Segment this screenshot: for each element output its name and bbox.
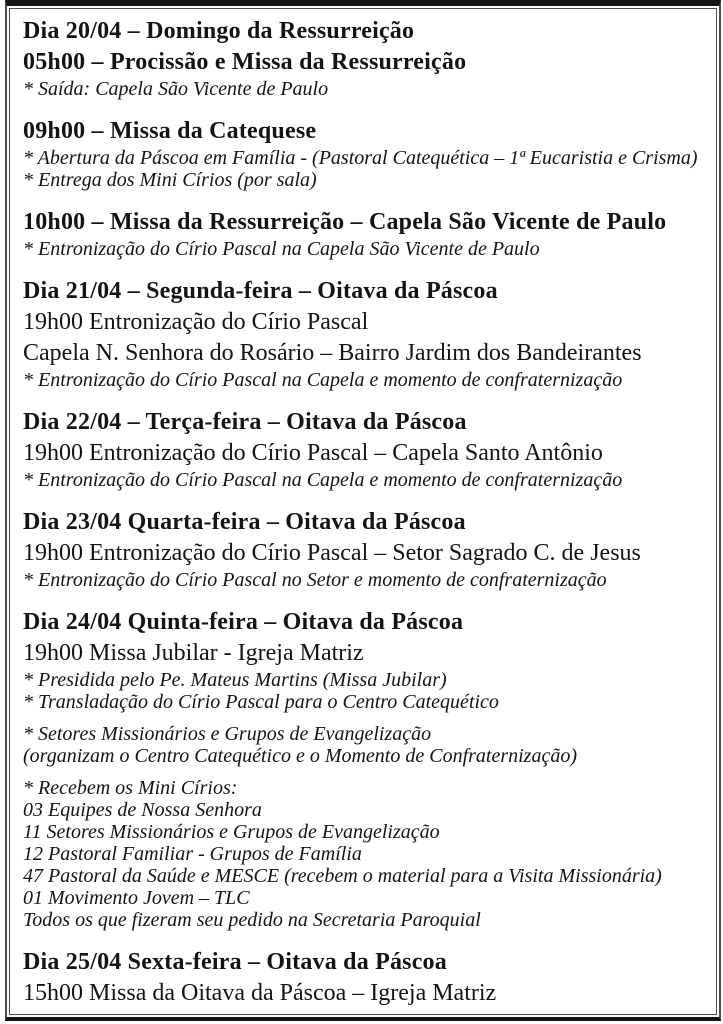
schedule-line: 19h00 Missa Jubilar - Igreja Matriz xyxy=(23,640,364,666)
schedule-line: 09h00 – Missa da Catequese xyxy=(23,118,317,144)
schedule-line: 05h00 – Procissão e Missa da Ressurreição xyxy=(23,49,467,75)
section-dia-25-04-sexta xyxy=(23,947,706,1009)
document-frame-outer xyxy=(5,0,721,1021)
schedule-line: 15h00 Missa da Oitava da Páscoa – Igreja Matriz xyxy=(23,980,497,1006)
schedule-line: Dia 24/04 Quinta-feira – Oitava da Páscoa xyxy=(23,609,464,635)
schedule-line: * Presidida pelo Pe. Mateus Martins (Missa Jubilar) xyxy=(23,669,447,691)
schedule-line: * Saída: Capela São Vicente de Paulo xyxy=(23,78,329,100)
section-dia-23-04-quarta xyxy=(23,507,706,591)
schedule-line: 19h00 Entronização do Círio Pascal – Capela Santo Antônio xyxy=(23,440,603,466)
section-missa-da-ressurreicao-10h xyxy=(23,207,706,260)
schedule-line: * Entronização do Círio Pascal na Capela São Vicente de Paulo xyxy=(23,238,540,260)
schedule-line: 03 Equipes de Nossa Senhora xyxy=(23,799,262,821)
schedule-line: 19h00 Entronização do Círio Pascal – Setor Sagrado C. de Jesus xyxy=(23,540,641,566)
schedule-line: Dia 22/04 – Terça-feira – Oitava da Páscoa xyxy=(23,409,467,435)
schedule-line: * Abertura da Páscoa em Família - (Pastoral Catequética – 1ª Eucaristia e Crisma) xyxy=(23,147,698,169)
section-dia-21-04-segunda xyxy=(23,276,706,391)
schedule-line: 11 Setores Missionários e Grupos de Evangelização xyxy=(23,821,440,843)
schedule-line: Dia 21/04 – Segunda-feira – Oitava da Páscoa xyxy=(23,278,498,304)
schedule-line: Dia 25/04 Sexta-feira – Oitava da Páscoa xyxy=(23,949,447,975)
section-dia-22-04-terca xyxy=(23,407,706,491)
schedule-line: * Transladação do Círio Pascal para o Centro Catequético xyxy=(23,691,499,713)
schedule-line: 01 Movimento Jovem – TLC xyxy=(23,887,250,909)
schedule-line: * Entronização do Círio Pascal na Capela e momento de confraternização xyxy=(23,369,623,391)
schedule-document xyxy=(9,8,717,1015)
schedule-line: Todos os que fizeram seu pedido na Secretaria Paroquial xyxy=(23,909,481,931)
schedule-line: Dia 23/04 Quarta-feira – Oitava da Páscoa xyxy=(23,509,466,535)
section-dia-20-04-domingo xyxy=(23,16,706,100)
schedule-line: * Entrega dos Mini Círios (por sala) xyxy=(23,169,317,191)
section-missa-da-catequese xyxy=(23,116,706,191)
schedule-line: * Entronização do Círio Pascal na Capela e momento de confraternização xyxy=(23,469,623,491)
schedule-line: Dia 20/04 – Domingo da Ressurreição xyxy=(23,18,415,44)
schedule-line: Capela N. Senhora do Rosário – Bairro Jardim dos Bandeirantes xyxy=(23,340,642,366)
schedule-line: * Recebem os Mini Círios: xyxy=(23,777,238,799)
schedule-line: * Setores Missionários e Grupos de Evangelização xyxy=(23,723,432,745)
section-dia-24-04-quinta xyxy=(23,607,706,931)
schedule-line: (organizam o Centro Catequético e o Momento de Confraternização) xyxy=(23,745,578,767)
schedule-line: 10h00 – Missa da Ressurreição – Capela São Vicente de Paulo xyxy=(23,209,667,235)
schedule-line: 12 Pastoral Familiar - Grupos de Família xyxy=(23,843,362,865)
schedule-line: 19h00 Entronização do Círio Pascal xyxy=(23,309,369,335)
schedule-line: * Entronização do Círio Pascal no Setor e momento de confraternização xyxy=(23,569,607,591)
schedule-line: 47 Pastoral da Saúde e MESCE (recebem o material para a Visita Missionária) xyxy=(23,865,662,887)
